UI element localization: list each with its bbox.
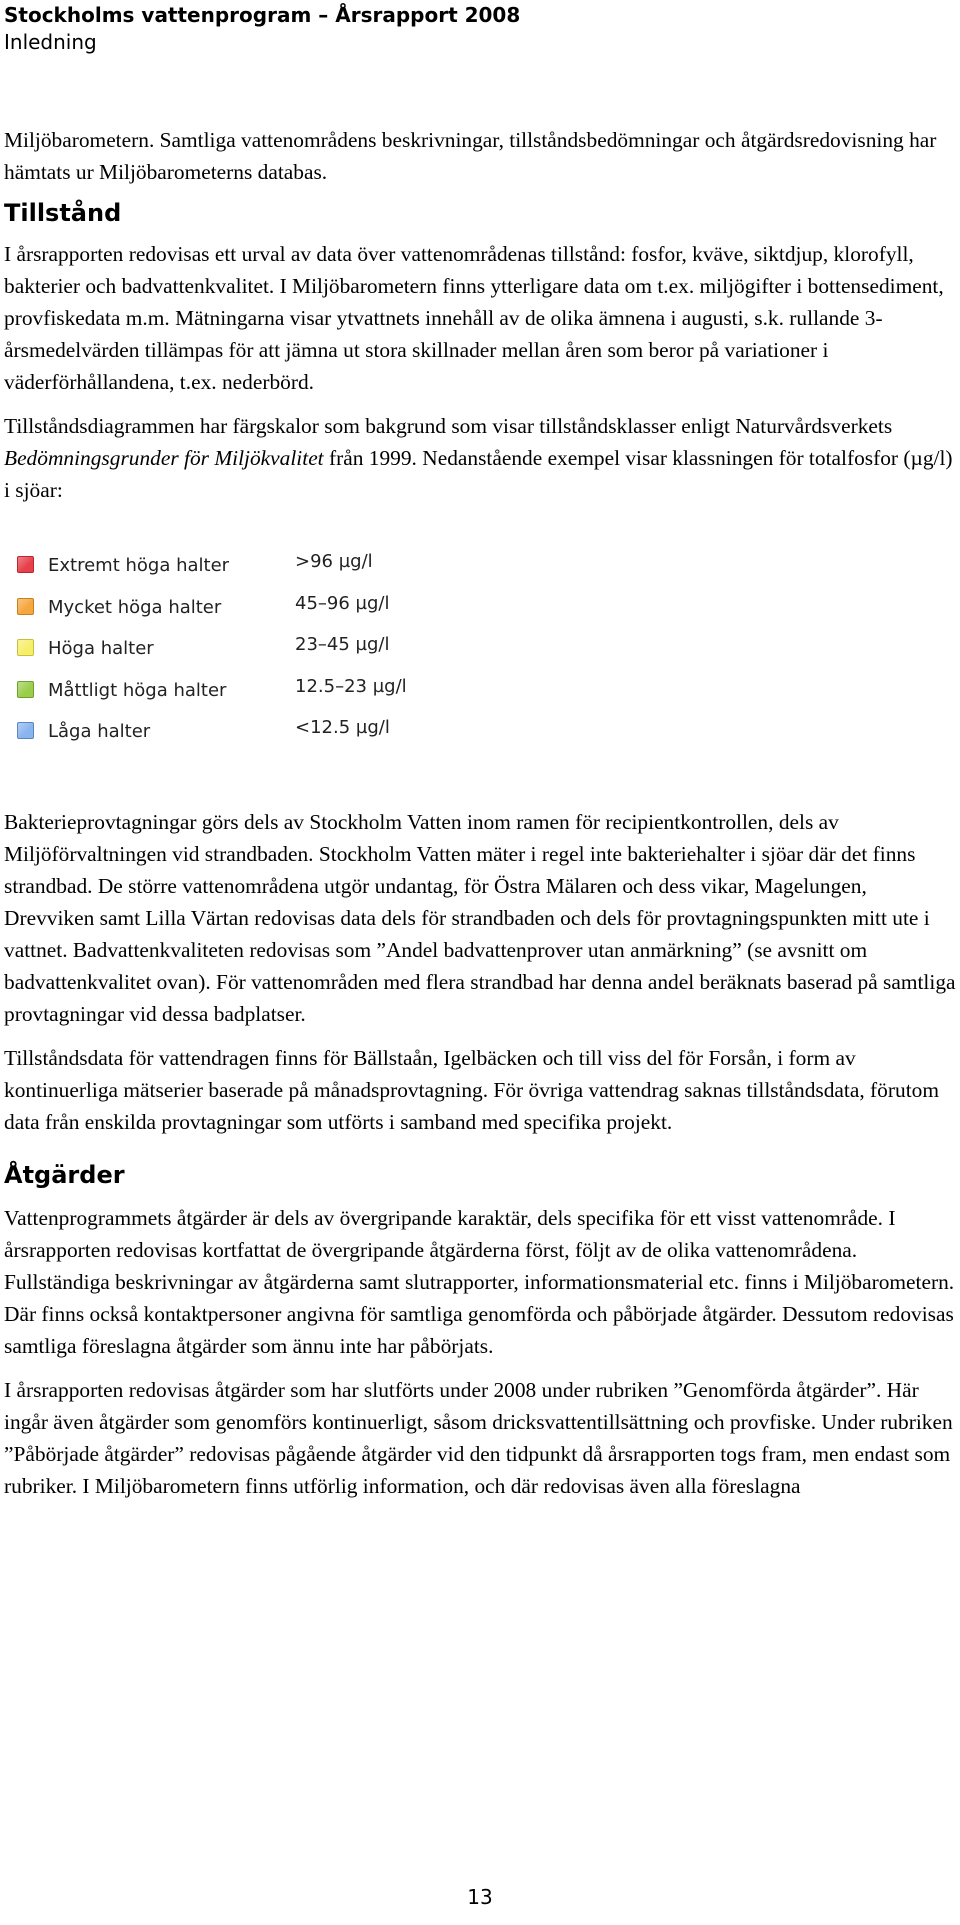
legend-range: 23–45 µg/l bbox=[295, 634, 390, 655]
blue-swatch-icon bbox=[17, 722, 34, 739]
legend-row bbox=[12, 718, 612, 760]
tillstand-paragraph-2 bbox=[4, 410, 956, 506]
legend-label: Mycket höga halter bbox=[48, 596, 222, 618]
legend-range: 12.5–23 µg/l bbox=[295, 675, 407, 697]
publication-title: Bedömningsgrunder för Miljökvalitet bbox=[4, 446, 324, 470]
tillstand-paragraph-4: Tillståndsdata för vattendragen finns för Bällstaån, Igelbäcken och till viss del för Forsån, i form av kontinuerliga mätserier baserade på månadsprovtagning. För övriga vattendrag saknas tillståndsdata, förutom data från enskilda provtagningar som utförts i samband med specifika projekt. bbox=[4, 1045, 939, 1134]
document-body bbox=[4, 124, 956, 1514]
orange-swatch-icon bbox=[17, 598, 34, 615]
page-number: 13 bbox=[467, 1885, 493, 1909]
paragraph-text: Tillståndsdiagrammen har färgskalor som bakgrund som visar tillståndsklasser enligt Naturvårdsverkets bbox=[4, 414, 893, 438]
tillstand-paragraph-1: I årsrapporten redovisas ett urval av data över vattenområdenas tillstånd: fosfor, kväve, siktdjup, klorofyll, bakterier och badvattenkvalitet. I Miljöbarometern finns ytterligare data om t.ex. miljögifter i bottensediment, provfiskedata m.m. Mätningarna visar ytvattnets innehåll av de olika ämnena i augusti, s.k. rullande 3-årsmedelvärden tillämpas för att jämna ut stora skillnader mellan åren som beror på variationer i väderförhållandena, t.ex. nederbörd. bbox=[4, 242, 944, 394]
page-header bbox=[4, 2, 520, 56]
legend-label: Höga halter bbox=[48, 638, 154, 659]
legend-range: <12.5 µg/l bbox=[295, 717, 390, 738]
legend-range: >96 µg/l bbox=[295, 551, 373, 572]
legend-label: Låga halter bbox=[48, 721, 151, 742]
legend-row bbox=[12, 552, 612, 594]
green-swatch-icon bbox=[17, 681, 34, 698]
legend-row bbox=[12, 635, 612, 677]
yellow-swatch-icon bbox=[17, 639, 34, 656]
section-name: Inledning bbox=[4, 30, 97, 54]
legend-label: Extremt höga halter bbox=[48, 555, 230, 576]
atgarder-paragraph-2: I årsrapporten redovisas åtgärder som har slutförts under 2008 under rubriken ”Genomförda åtgärder”. Här ingår även åtgärder som genomförs kontinuerligt, såsom dricksvattentillsättning och provfiske. Under rubriken ”Påbörjade åtgärder” redovisas pågående åtgärder vid den tidpunkt då årsrapporten togs fram, men endast som rubriker. I Miljöbarometern finns utförlig information, och där redovisas även alla föreslagna bbox=[4, 1377, 953, 1498]
tillstand-heading: Tillstånd bbox=[4, 199, 122, 227]
intro-paragraph: Miljöbarometern. Samtliga vattenområdens beskrivningar, tillståndsbedömningar och åtgärdsredovisning har hämtats ur Miljöbarometerns databas. bbox=[4, 128, 937, 184]
atgarder-paragraph-1: Vattenprogrammets åtgärder är dels av övergripande karaktär, dels specifika för ett visst vattenområde. I årsrapporten redovisas kortfattat de övergripande åtgärderna först, följt av de olika vattenområdena. Fullständiga beskrivningar av åtgärderna samt slutrapporter, informationsmaterial etc. finns i Miljöbarometern. Där finns också kontaktpersoner angivna för samtliga genomförda och påbörjade åtgärder. Dessutom redovisas samtliga föreslagna åtgärder som ännu inte har påbörjats. bbox=[4, 1205, 955, 1358]
tillstand-paragraph-3: Bakterieprovtagningar görs dels av Stockholm Vatten inom ramen för recipientkontrollen, dels av Miljöförvaltningen vid strandbaden. Stockholm Vatten mäter i regel inte bakteriehalter i sjöar där det finns strandbad. De större vattenområdena utgör undantag, för Östra Mälaren och dess vikar, Magelungen, Drevviken samt Lilla Värtan redovisas data dels för strandbaden och dels för provtagningspunkten mitt ute i vattnet. Badvattenkvaliteten redovisas som ”Andel badvattenprover utan anmärkning” (se avsnitt om badvattenkvalitet ovan). För vattenområden med flera strandbad har denna andel beräknats baserad på samtliga provtagningar vid dessa badplatser. bbox=[4, 809, 956, 1026]
legend-row bbox=[12, 677, 612, 719]
legend-range: 45–96 µg/l bbox=[295, 592, 390, 614]
phosphorus-class-legend bbox=[12, 552, 612, 760]
report-title: Stockholms vattenprogram – Årsrapport 2008 bbox=[4, 3, 521, 27]
atgarder-heading: Åtgärder bbox=[4, 1160, 125, 1189]
legend-label: Måttligt höga halter bbox=[48, 679, 227, 701]
legend-row bbox=[12, 594, 612, 636]
red-swatch-icon bbox=[17, 556, 34, 573]
paragraph-text: från 1999. Nedanstående exempel visar klassningen för totalfosfor (µg/l) i sjöar: bbox=[4, 446, 953, 502]
